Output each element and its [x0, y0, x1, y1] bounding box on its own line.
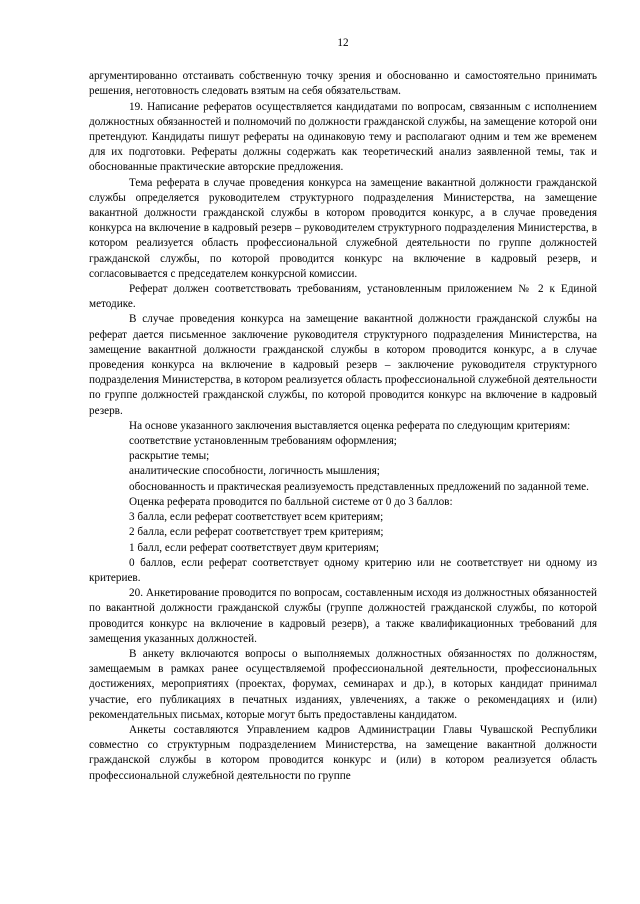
paragraph: Оценка реферата проводится по балльной системе от 0 до 3 баллов:: [129, 495, 453, 508]
page-number: 12: [337, 37, 349, 49]
paragraph: обоснованность и практическая реализуемость представленных предложений по заданной теме.: [129, 480, 589, 493]
paragraph: 19. Написание рефератов осуществляется кандидатами по вопросам, связанным с исполнением должностных обязанностей и полномочий по должности гражданской службы, на замещение которой они претендуют. Кандидаты пишут рефераты на одинаковую тему и располагают одним и тем же временем для их подготовки. Рефераты должны содержать как теоретический анализ заявленной темы, так и обоснованные практические авторские предложения.: [89, 100, 597, 174]
paragraph: Реферат должен соответствовать требованиям, установленным приложением № 2 к Единой методике.: [89, 283, 597, 311]
paragraph: раскрытие темы;: [129, 450, 210, 463]
paragraph: 20. Анкетирование проводится по вопросам, составленным исходя из должностных обязанностей по вакантной должности гражданской службы (группе должностей гражданской службы, по которой проводится конкурс на включение в кадровый резерв), а также квалификационных требований для замещения указанных должностей.: [89, 587, 597, 645]
paragraph: Анкеты составляются Управлением кадров Администрации Главы Чувашской Республики совместно со структурным подразделением Министерства, на замещение вакантной должности гражданской службы в котором проводится конкурс и (или) в котором реализуется область профессиональной служебной деятельности по группе: [89, 723, 597, 782]
paragraph: соответствие установленным требованиям оформления;: [129, 435, 397, 448]
paragraph: 2 балла, если реферат соответствует трем критериям;: [129, 526, 384, 539]
paragraph: Тема реферата в случае проведения конкурса на замещение вакантной должности гражданской службы определяется руководителем структурного подразделения Министерства, на замещение вакантной должности гражданской службы в котором проводится конкурс, а в случае проведения конкурса на включение в кадровый резерв – руководителем структурного подразделения Министерства, в котором реализуется область профессиональной служебной деятельности по группе должностей гражданской службы, по которой проводится конкурс на включение в кадровый резерв, и согласовывается с председателем конкурсной комиссии.: [89, 176, 597, 280]
paragraph: На основе указанного заключения выставляется оценка реферата по следующим критериям:: [129, 419, 571, 432]
paragraph: 0 баллов, если реферат соответствует одному критерию или не соответствует ни одному из критериев.: [89, 556, 597, 584]
paragraph: аналитические способности, логичность мышления;: [129, 465, 380, 478]
document-page: [89, 36, 597, 784]
paragraph: В случае проведения конкурса на замещение вакантной должности гражданской службы на реферат дается письменное заключение руководителя структурного подразделения Министерства, на замещение вакантной должности гражданской службы в котором проводится конкурс, а в случае проведения конкурса на включение в кадровый резерв – заключение руководителя структурного подразделения Министерства, в котором реализуется область профессиональной служебной деятельности по группе должностей гражданской службы, по которой проводится конкурс на включение в кадровый резерв.: [89, 313, 597, 417]
document-body: [89, 69, 597, 784]
paragraph: 3 балла, если реферат соответствует всем критериям;: [129, 511, 384, 524]
paragraph: аргументированно отстаивать собственную точку зрения и обоснованно и самостоятельно принимать решения, неготовность следовать взятым на себя обязательствам.: [89, 70, 597, 98]
paragraph: 1 балл, если реферат соответствует двум критериям;: [129, 541, 380, 554]
paragraph: В анкету включаются вопросы о выполняемых должностных обязанностях по должностям, замещаемым в рамках ранее осуществляемой профессиональной деятельности, профессиональных достижениях, мероприятиях (проектах, форумах, семинарах и др.), в которых кандидат принимал участие, его публикациях в печатных изданиях, увлечениях, а также о рекомендациях и (или) рекомендательных письмах, которые могут быть предоставлены кандидатом.: [89, 647, 597, 721]
